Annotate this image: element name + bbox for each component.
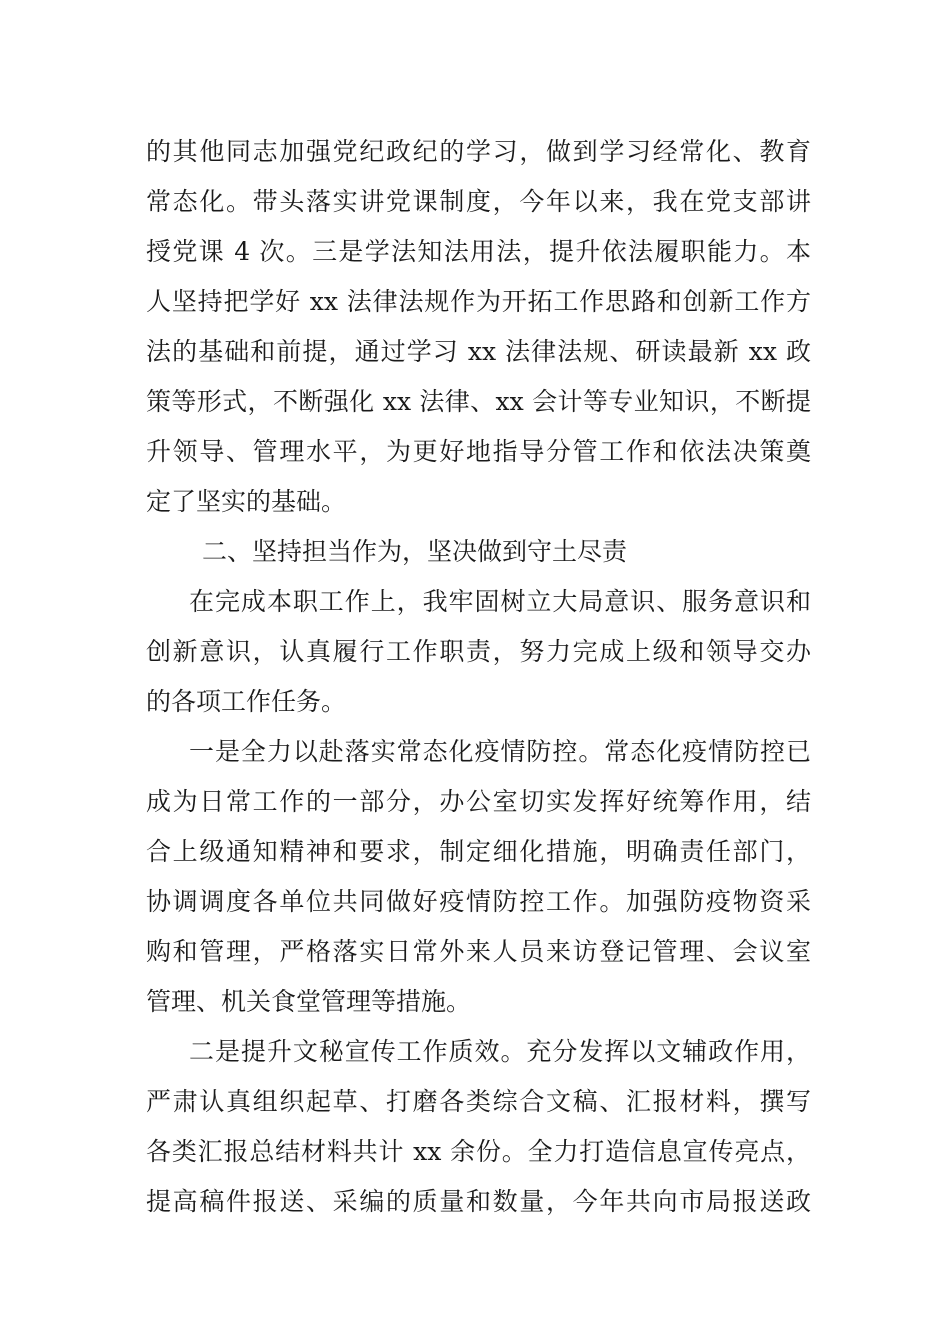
- paragraph-line: 人坚持把学好 xx 法律法规作为开拓工作思路和创新工作方: [146, 287, 811, 316]
- paragraph-line: 的其他同志加强党纪政纪的学习，做到学习经常化、教育: [146, 137, 811, 166]
- paragraph-line: 策等形式，不断强化 xx 法律、xx 会计等专业知识，不断提: [146, 387, 811, 416]
- paragraph-line: 二是提升文秘宣传工作质效。充分发挥以文辅政作用，: [189, 1037, 811, 1066]
- paragraph-line: 购和管理，严格落实日常外来人员来访登记管理、会议室: [146, 937, 811, 966]
- paragraph-line: 的各项工作任务。: [146, 687, 347, 716]
- paragraph-line: 创新意识，认真履行工作职责，努力完成上级和领导交办: [146, 637, 811, 666]
- section-heading: 二、坚持担当作为，坚决做到守土尽责: [202, 537, 628, 566]
- paragraph-line: 管理、机关食堂管理等措施。: [146, 987, 472, 1016]
- paragraph-line: 升领导、管理水平，为更好地指导分管工作和依法决策奠: [146, 437, 811, 466]
- paragraph-line: 常态化。带头落实讲党课制度，今年以来，我在党支部讲: [146, 187, 811, 216]
- paragraph-line: 定了坚实的基础。: [146, 487, 347, 516]
- paragraph-line: 法的基础和前提，通过学习 xx 法律法规、研读最新 xx 政: [146, 337, 811, 366]
- paragraph-line: 合上级通知精神和要求，制定细化措施，明确责任部门，: [146, 837, 811, 866]
- paragraph-line: 严肃认真组织起草、打磨各类综合文稿、汇报材料，撰写: [146, 1087, 811, 1116]
- paragraph-line: 在完成本职工作上，我牢固树立大局意识、服务意识和: [189, 587, 811, 616]
- paragraph-line: 协调调度各单位共同做好疫情防控工作。加强防疫物资采: [146, 887, 811, 916]
- paragraph-line: 成为日常工作的一部分，办公室切实发挥好统筹作用，结: [146, 787, 811, 816]
- paragraph-line: 提高稿件报送、采编的质量和数量，今年共向市局报送政: [146, 1187, 811, 1216]
- paragraph-line: 授党课 4 次。三是学法知法用法，提升依法履职能力。本: [146, 237, 811, 266]
- paragraph-line: 一是全力以赴落实常态化疫情防控。常态化疫情防控已: [189, 737, 811, 766]
- document-body: [146, 127, 811, 1227]
- paragraph-line: 各类汇报总结材料共计 xx 余份。全力打造信息宣传亮点，: [146, 1137, 811, 1166]
